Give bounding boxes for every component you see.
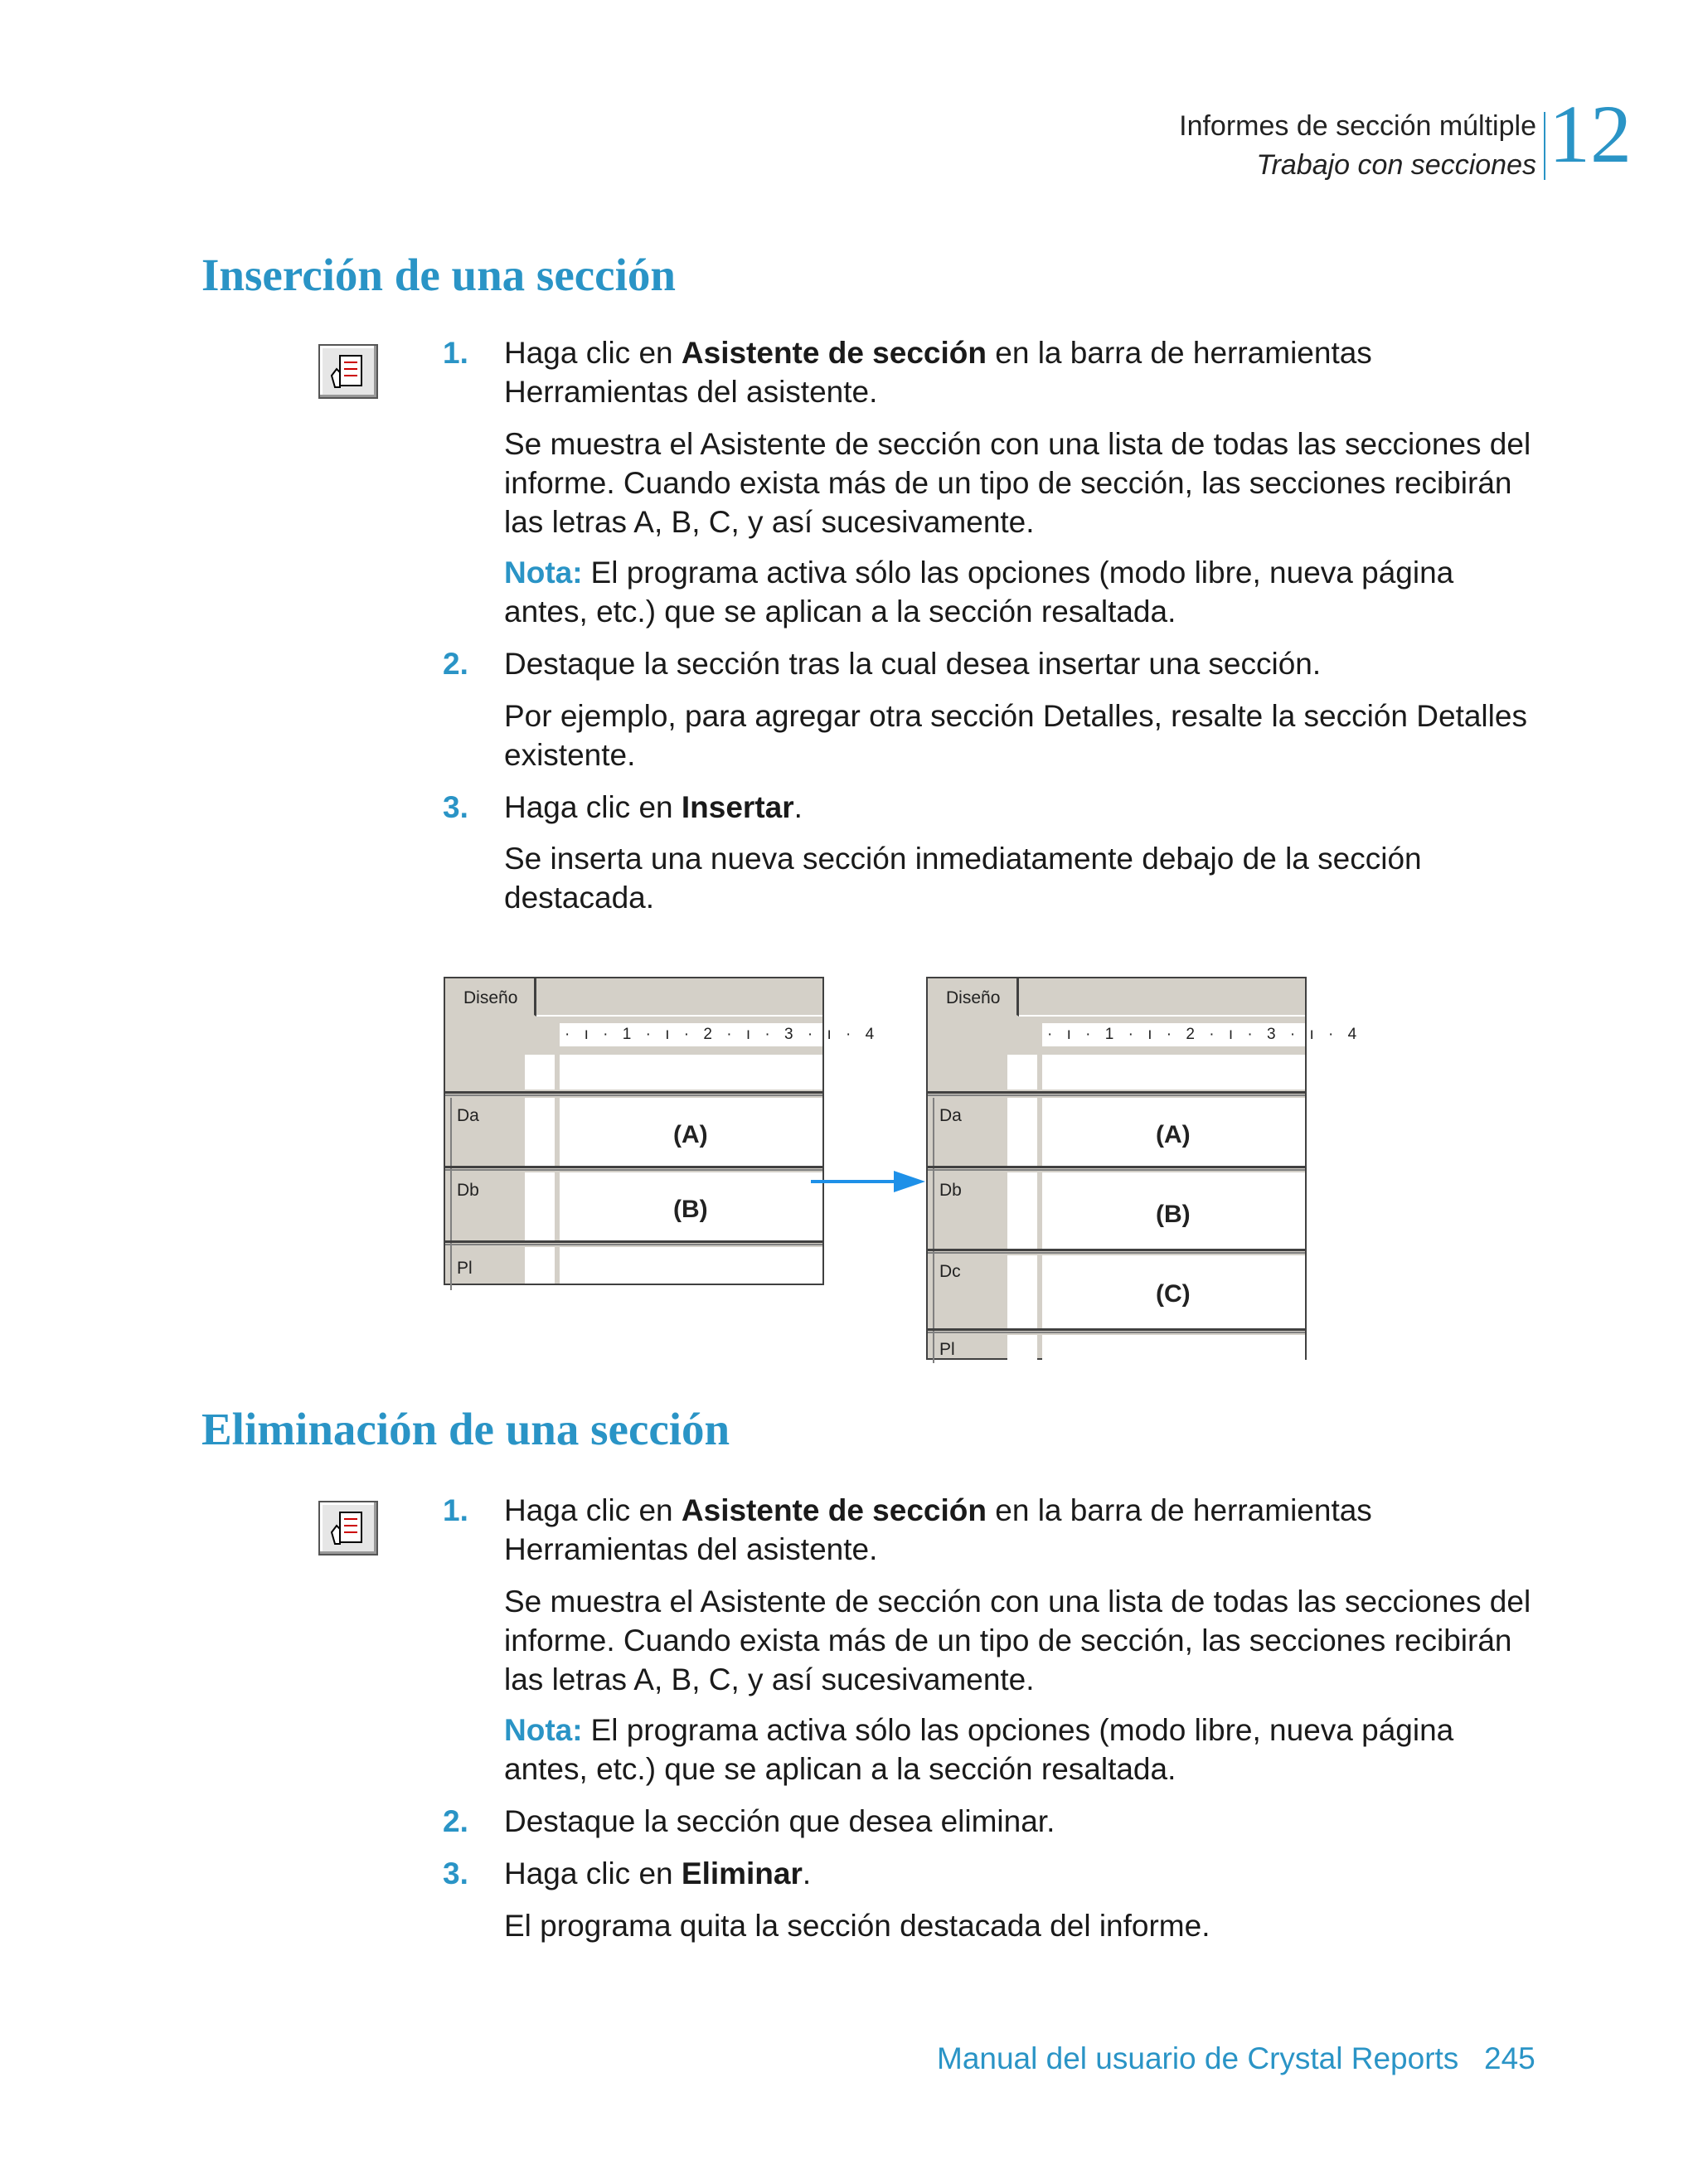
- tab-strip-line: [536, 1015, 822, 1017]
- section-separator[interactable]: [445, 1240, 822, 1243]
- section-separator-shadow: [445, 1094, 822, 1096]
- section-expert-icon[interactable]: [318, 1501, 378, 1555]
- section-separator-shadow: [928, 1332, 1305, 1333]
- heading-delete-section: Eliminación de una sección: [201, 1404, 730, 1454]
- step-number: 1.: [443, 1493, 468, 1527]
- step-instruction: Haga clic en Asistente de sección en la barra de herramientas Herramientas del asistente.: [504, 336, 1372, 409]
- step-number: 3.: [443, 1856, 468, 1890]
- section-pl-area[interactable]: [1042, 1335, 1305, 1361]
- section-label-db[interactable]: Db: [457, 1181, 479, 1200]
- section-c-label: (C): [1156, 1280, 1191, 1308]
- section-separator[interactable]: [445, 1091, 822, 1094]
- section-area[interactable]: [1042, 1055, 1305, 1090]
- step-detail: Por ejemplo, para agregar otra sección Detalles, resalte la sección Detalles existente.: [504, 699, 1527, 772]
- step-number: 3.: [443, 790, 468, 824]
- section-pl-area[interactable]: [560, 1247, 822, 1284]
- section-separator-shadow: [928, 1169, 1305, 1171]
- heading-insert-section: Inserción de una sección: [201, 250, 676, 300]
- page-number: 245: [1484, 2041, 1535, 2075]
- section-separator[interactable]: [928, 1249, 1305, 1251]
- chapter-title: Informes de sección múltiple: [1179, 110, 1536, 142]
- vertical-ruler: [525, 1098, 555, 1166]
- section-separator-shadow: [445, 1169, 822, 1171]
- section-separator-shadow: [445, 1244, 822, 1245]
- section-a-label: (A): [673, 1121, 708, 1148]
- footer-manual-title: Manual del usuario de Crystal Reports: [937, 2041, 1459, 2075]
- section-expert-glyph: [328, 351, 370, 394]
- section-label-pl[interactable]: Pl: [939, 1340, 955, 1359]
- section-area[interactable]: [560, 1055, 822, 1090]
- step-instruction: Haga clic en Asistente de sección en la barra de herramientas Herramientas del asistente.: [504, 1493, 1372, 1566]
- note: Nota: El programa activa sólo las opciones (modo libre, nueva página antes, etc.) que se aplican a la sección resaltada.: [504, 1713, 1454, 1786]
- section-title: Trabajo con secciones: [1256, 149, 1536, 181]
- section-label-db[interactable]: Db: [939, 1181, 962, 1200]
- section-separator[interactable]: [928, 1091, 1305, 1094]
- section-label-pl[interactable]: Pl: [457, 1259, 473, 1278]
- step-number: 2.: [443, 647, 468, 681]
- tab-diseno[interactable]: Diseño: [929, 978, 1019, 1017]
- arrow-right-icon: [811, 1169, 927, 1194]
- section-b-label: (B): [673, 1196, 708, 1223]
- horizontal-ruler: · ı · 1 · ı · 2 · ı · 3 · ı · 4: [1042, 1023, 1305, 1046]
- tab-strip-line: [1019, 1015, 1305, 1017]
- step-number: 2.: [443, 1804, 468, 1838]
- step-instruction: Destaque la sección que desea eliminar.: [504, 1804, 1055, 1838]
- vertical-ruler: [525, 1172, 555, 1240]
- step-instruction: Haga clic en Eliminar.: [504, 1856, 812, 1890]
- section-expert-icon[interactable]: [318, 344, 378, 399]
- step-detail: El programa quita la sección destacada del informe.: [504, 1909, 1210, 1943]
- section-expert-glyph: [328, 1507, 370, 1551]
- chapter-number: 12: [1549, 88, 1632, 180]
- section-b-label: (B): [1156, 1201, 1191, 1228]
- section-label-dc[interactable]: Dc: [939, 1262, 961, 1281]
- note: Nota: El programa activa sólo las opciones (modo libre, nueva página antes, etc.) que se aplican a la sección resaltada.: [504, 556, 1454, 629]
- vertical-ruler: [525, 1247, 555, 1284]
- section-separator[interactable]: [445, 1166, 822, 1168]
- design-panel-after: [926, 977, 1362, 1360]
- vertical-ruler: [1007, 1098, 1037, 1166]
- section-separator-shadow: [928, 1252, 1305, 1254]
- section-label-da[interactable]: Da: [457, 1106, 479, 1125]
- section-a-label: (A): [1156, 1121, 1191, 1148]
- vertical-ruler: [1007, 1055, 1037, 1090]
- header-rule: [1544, 112, 1545, 180]
- vertical-ruler: [1007, 1255, 1037, 1328]
- vertical-ruler: [1007, 1335, 1037, 1361]
- section-separator[interactable]: [928, 1166, 1305, 1168]
- step-instruction: Haga clic en Insertar.: [504, 790, 803, 824]
- tab-diseno[interactable]: Diseño: [447, 978, 536, 1017]
- step-instruction: Destaque la sección tras la cual desea insertar una sección.: [504, 647, 1322, 681]
- section-separator-shadow: [928, 1094, 1305, 1096]
- horizontal-ruler: · ı · 1 · ı · 2 · ı · 3 · ı · 4: [560, 1023, 822, 1046]
- step-detail: Se inserta una nueva sección inmediatamente debajo de la sección destacada.: [504, 842, 1422, 915]
- step-detail: Se muestra el Asistente de sección con una lista de todas las secciones del informe. Cuando exista más de un tipo de sección, las secciones recibirán las letras A, B, C, y así sucesivamente.: [504, 1585, 1531, 1696]
- section-label-column: [933, 1098, 1006, 1363]
- vertical-ruler: [525, 1055, 555, 1090]
- section-label-da[interactable]: Da: [939, 1106, 962, 1125]
- step-detail: Se muestra el Asistente de sección con una lista de todas las secciones del informe. Cuando exista más de un tipo de sección, las secciones recibirán las letras A, B, C, y así sucesivamente.: [504, 427, 1531, 539]
- vertical-ruler: [1007, 1172, 1037, 1249]
- design-panel-before: [444, 977, 880, 1285]
- step-number: 1.: [443, 336, 468, 370]
- section-separator[interactable]: [928, 1328, 1305, 1331]
